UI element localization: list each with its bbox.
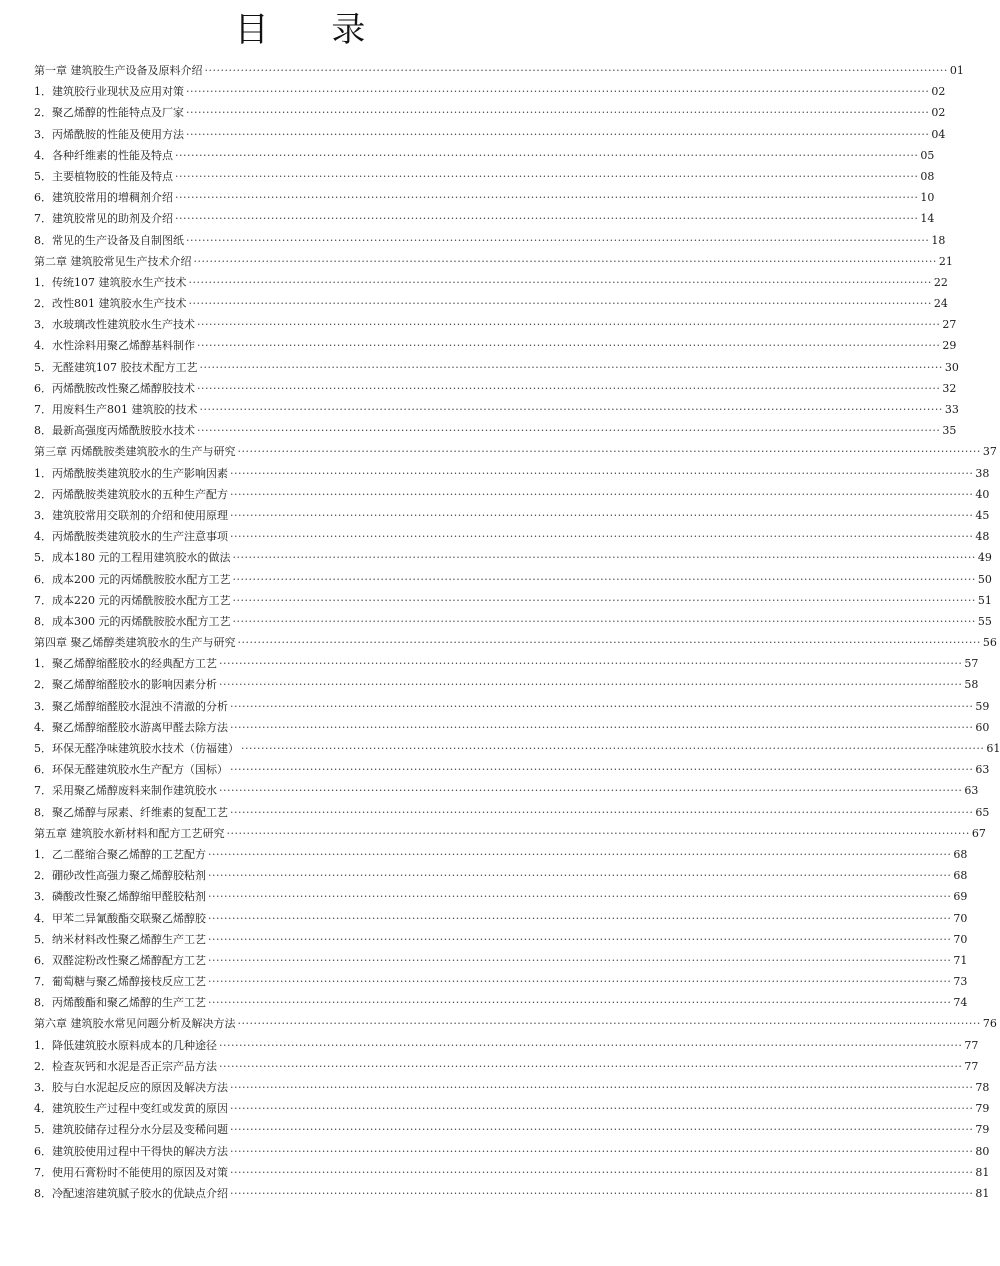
page-number: 70 xyxy=(953,932,968,946)
page-number: 14 xyxy=(920,212,935,226)
section-title: 4．聚乙烯醇缩醛胶水游离甲醛去除方法 xyxy=(34,720,228,734)
dot-leader xyxy=(219,1035,962,1056)
section-title: 6．建筑胶常用的增稠剂介绍 xyxy=(34,191,173,205)
dot-leader xyxy=(186,124,929,145)
toc-chapter-row xyxy=(34,1013,997,1034)
toc-chapter-row xyxy=(34,441,997,462)
section-title: 5．成本180 元的工程用建筑胶水的做法 xyxy=(34,551,231,565)
dot-leader xyxy=(197,314,940,335)
section-title: 1．乙二醛缩合聚乙烯醇的工艺配方 xyxy=(34,847,206,861)
dot-leader xyxy=(230,1119,973,1140)
section-title: 1．传统107 建筑胶水生产技术 xyxy=(34,275,187,289)
page-number: 59 xyxy=(975,699,990,713)
page-number: 21 xyxy=(938,254,953,268)
page-number: 27 xyxy=(942,318,957,332)
dot-leader xyxy=(230,1183,973,1204)
dot-leader xyxy=(208,992,951,1013)
section-title: 6．成本200 元的丙烯酰胺胶水配方工艺 xyxy=(34,572,231,586)
section-title: 8．聚乙烯醇与尿素、纤维素的复配工艺 xyxy=(34,805,228,819)
toc-item-row xyxy=(34,1077,990,1098)
toc-item-row xyxy=(34,187,935,208)
page-number: 58 xyxy=(964,678,979,692)
dot-leader xyxy=(208,971,951,992)
section-title: 5．纳米材料改性聚乙烯醇生产工艺 xyxy=(34,932,206,946)
chapter-title: 第六章 建筑胶水常见问题分析及解决方法 xyxy=(34,1017,236,1031)
dot-leader xyxy=(208,908,951,929)
page-number: 08 xyxy=(920,169,935,183)
page-number: 32 xyxy=(942,381,957,395)
section-title: 8．成本300 元的丙烯酰胺胶水配方工艺 xyxy=(34,614,231,628)
section-title: 1．建筑胶行业现状及应用对策 xyxy=(34,85,184,99)
section-title: 2．检查灰钙和水泥是否正宗产品方法 xyxy=(34,1059,217,1073)
dot-leader xyxy=(233,569,976,590)
page-number: 65 xyxy=(975,805,990,819)
page-number: 73 xyxy=(953,975,968,989)
dot-leader xyxy=(230,505,973,526)
toc-item-row xyxy=(34,569,992,590)
page-number: 51 xyxy=(977,593,992,607)
toc-item-row xyxy=(34,208,935,229)
toc-item-row xyxy=(34,166,935,187)
toc-item-row xyxy=(34,81,946,102)
dot-leader xyxy=(238,1013,981,1034)
section-title: 7．采用聚乙烯醇废料来制作建筑胶水 xyxy=(34,784,217,798)
dot-leader xyxy=(175,166,918,187)
dot-leader xyxy=(186,230,929,251)
page-number: 55 xyxy=(977,614,992,628)
dot-leader xyxy=(200,399,943,420)
dot-leader xyxy=(219,1056,962,1077)
page-number: 63 xyxy=(975,763,990,777)
toc-item-row xyxy=(34,145,935,166)
page-number: 67 xyxy=(971,826,986,840)
toc-item-row xyxy=(34,357,959,378)
section-title: 8．丙烯酸酯和聚乙烯醇的生产工艺 xyxy=(34,996,206,1010)
page-number: 10 xyxy=(920,191,935,205)
section-title: 4．水性涂料用聚乙烯醇基料制作 xyxy=(34,339,195,353)
dot-leader xyxy=(230,463,973,484)
section-title: 8．常见的生产设备及自制图纸 xyxy=(34,233,184,247)
toc-chapter-row xyxy=(34,251,953,272)
dot-leader xyxy=(238,441,981,462)
page-number: 02 xyxy=(931,85,946,99)
page-number: 56 xyxy=(982,636,997,650)
toc-item-row xyxy=(34,908,968,929)
section-title: 2．丙烯酰胺类建筑胶水的五种生产配方 xyxy=(34,487,228,501)
dot-leader xyxy=(230,802,973,823)
dot-leader xyxy=(189,293,932,314)
dot-leader xyxy=(230,526,973,547)
dot-leader xyxy=(219,674,962,695)
page-number: 77 xyxy=(964,1059,979,1073)
chapter-title: 第四章 聚乙烯醇类建筑胶水的生产与研究 xyxy=(34,636,236,650)
dot-leader xyxy=(233,590,976,611)
toc-item-row xyxy=(34,1141,990,1162)
page-number: 81 xyxy=(975,1165,990,1179)
page-number: 22 xyxy=(933,275,948,289)
dot-leader xyxy=(189,272,932,293)
section-title: 2．聚乙烯醇的性能特点及厂家 xyxy=(34,106,184,120)
toc-item-row xyxy=(34,717,990,738)
section-title: 7．建筑胶常见的助剂及介绍 xyxy=(34,212,173,226)
page-number: 30 xyxy=(944,360,959,374)
dot-leader xyxy=(186,102,929,123)
toc-item-row xyxy=(34,929,968,950)
toc-item-row xyxy=(34,1183,990,1204)
toc-item-row xyxy=(34,992,968,1013)
section-title: 4．各种纤维素的性能及特点 xyxy=(34,148,173,162)
chapter-title: 第三章 丙烯酰胺类建筑胶水的生产与研究 xyxy=(34,445,236,459)
section-title: 4．丙烯酰胺类建筑胶水的生产注意事项 xyxy=(34,530,228,544)
toc-item-row xyxy=(34,674,979,695)
toc-item-row xyxy=(34,886,968,907)
page-number: 37 xyxy=(982,445,997,459)
section-title: 4．甲苯二异氰酸酯交联聚乙烯醇胶 xyxy=(34,911,206,925)
dot-leader xyxy=(197,335,940,356)
toc-item-row xyxy=(34,1056,979,1077)
toc-item-row xyxy=(34,1098,990,1119)
section-title: 5．建筑胶储存过程分水分层及变稀问题 xyxy=(34,1123,228,1137)
page-title: 目 录 xyxy=(234,10,392,50)
page-number: 70 xyxy=(953,911,968,925)
section-title: 6．双醛淀粉改性聚乙烯醇配方工艺 xyxy=(34,953,206,967)
section-title: 2．硼砂改性高强力聚乙烯醇胶粘剂 xyxy=(34,869,206,883)
chapter-title: 第一章 建筑胶生产设备及原料介绍 xyxy=(34,64,203,77)
toc-item-row xyxy=(34,590,992,611)
page-number: 24 xyxy=(933,297,948,311)
page-number: 48 xyxy=(975,530,990,544)
dot-leader xyxy=(230,1141,973,1162)
toc-item-row xyxy=(34,505,990,526)
toc-item-row xyxy=(34,420,957,441)
toc-chapter-row xyxy=(34,632,997,653)
section-title: 2．聚乙烯醇缩醛胶水的影响因素分析 xyxy=(34,678,217,692)
section-title: 3．丙烯酰胺的性能及使用方法 xyxy=(34,127,184,141)
section-title: 2．改性801 建筑胶水生产技术 xyxy=(34,297,187,311)
toc-item-row xyxy=(34,124,946,145)
section-title: 3．胶与白水泥起反应的原因及解决方法 xyxy=(34,1081,228,1094)
page-number: 60 xyxy=(975,720,990,734)
dot-leader xyxy=(208,950,951,971)
section-title: 5．环保无醛净味建筑胶水技术（仿福建） xyxy=(34,742,239,755)
table-of-contents xyxy=(34,60,1000,1204)
page-number: 68 xyxy=(953,869,968,883)
section-title: 5．主要植物胶的性能及特点 xyxy=(34,169,173,183)
page-number: 35 xyxy=(942,424,957,438)
dot-leader xyxy=(194,251,937,272)
toc-item-row xyxy=(34,102,946,123)
section-title: 3．水玻璃改性建筑胶水生产技术 xyxy=(34,318,195,332)
section-title: 7．葡萄糖与聚乙烯醇接枝反应工艺 xyxy=(34,975,206,989)
dot-leader xyxy=(233,611,976,632)
section-title: 3．聚乙烯醇缩醛胶水混浊不清澈的分析 xyxy=(34,699,228,713)
toc-item-row xyxy=(34,1119,990,1140)
page-number: 71 xyxy=(953,953,968,967)
dot-leader xyxy=(208,844,951,865)
dot-leader xyxy=(238,632,981,653)
page-number: 61 xyxy=(986,742,1000,755)
dot-leader xyxy=(230,696,973,717)
dot-leader xyxy=(233,547,976,568)
toc-item-row xyxy=(34,272,948,293)
page-number: 02 xyxy=(931,106,946,120)
dot-leader xyxy=(175,208,918,229)
toc-item-row xyxy=(34,1035,979,1056)
toc-item-row xyxy=(34,378,957,399)
dot-leader xyxy=(230,1098,973,1119)
section-title: 6．建筑胶使用过程中干得快的解决方法 xyxy=(34,1144,228,1158)
section-title: 1．丙烯酰胺类建筑胶水的生产影响因素 xyxy=(34,466,228,480)
toc-item-row xyxy=(34,759,990,780)
dot-leader xyxy=(186,81,929,102)
page-number: 40 xyxy=(975,487,990,501)
toc-item-row xyxy=(34,950,968,971)
dot-leader xyxy=(230,1162,973,1183)
section-title: 5．无醛建筑107 胶技术配方工艺 xyxy=(34,360,198,374)
page-number: 77 xyxy=(964,1038,979,1052)
page-number: 45 xyxy=(975,508,990,522)
section-title: 7．用废料生产801 建筑胶的技术 xyxy=(34,403,198,416)
dot-leader xyxy=(208,886,951,907)
dot-leader xyxy=(200,357,943,378)
dot-leader xyxy=(208,865,951,886)
page-number: 38 xyxy=(975,466,990,480)
section-title: 6．环保无醛建筑胶水生产配方（国标） xyxy=(34,763,228,777)
toc-item-row xyxy=(34,335,957,356)
toc-item-row xyxy=(34,802,990,823)
toc-chapter-row xyxy=(34,60,964,81)
page-number: 33 xyxy=(944,403,959,416)
section-title: 6．丙烯酰胺改性聚乙烯醇胶技术 xyxy=(34,381,195,395)
page-number: 76 xyxy=(982,1017,997,1031)
section-title: 3．磷酸改性聚乙烯醇缩甲醛胶粘剂 xyxy=(34,890,206,904)
section-title: 1．降低建筑胶水原料成本的几种途径 xyxy=(34,1038,217,1052)
section-title: 3．建筑胶常用交联剂的介绍和使用原理 xyxy=(34,508,228,522)
toc-item-row xyxy=(34,780,979,801)
dot-leader xyxy=(175,187,918,208)
toc-chapter-row xyxy=(34,823,986,844)
dot-leader xyxy=(208,929,951,950)
page-number: 79 xyxy=(975,1123,990,1137)
chapter-title: 第五章 建筑胶水新材料和配方工艺研究 xyxy=(34,826,225,840)
page-number: 78 xyxy=(975,1081,990,1094)
chapter-title: 第二章 建筑胶常见生产技术介绍 xyxy=(34,254,192,268)
toc-item-row xyxy=(34,696,990,717)
toc-item-row xyxy=(34,865,968,886)
page-number: 63 xyxy=(964,784,979,798)
toc-item-row xyxy=(34,526,990,547)
section-title: 4．建筑胶生产过程中变红或发黄的原因 xyxy=(34,1102,228,1116)
section-title: 7．成本220 元的丙烯酰胺胶水配方工艺 xyxy=(34,593,231,607)
toc-item-row xyxy=(34,844,968,865)
dot-leader xyxy=(230,759,973,780)
page-number: 04 xyxy=(931,127,946,141)
toc-item-row xyxy=(34,653,979,674)
page-number: 01 xyxy=(949,64,964,77)
section-title: 8．冷配速溶建筑腻子胶水的优缺点介绍 xyxy=(34,1186,228,1200)
page-number: 79 xyxy=(975,1102,990,1116)
toc-item-row xyxy=(34,314,957,335)
section-title: 8．最新高强度丙烯酰胺胶水技术 xyxy=(34,424,195,438)
toc-item-row xyxy=(34,463,990,484)
dot-leader xyxy=(241,738,984,759)
page-number: 57 xyxy=(964,657,979,671)
dot-leader xyxy=(205,60,948,81)
toc-item-row xyxy=(34,971,968,992)
toc-item-row xyxy=(34,399,959,420)
page-number: 29 xyxy=(942,339,957,353)
dot-leader xyxy=(230,484,973,505)
page-number: 81 xyxy=(975,1186,990,1200)
toc-item-row xyxy=(34,738,1000,759)
dot-leader xyxy=(219,780,962,801)
dot-leader xyxy=(219,653,962,674)
toc-item-row xyxy=(34,611,992,632)
toc-item-row xyxy=(34,547,992,568)
page-number: 80 xyxy=(975,1144,990,1158)
dot-leader xyxy=(175,145,918,166)
page-number: 50 xyxy=(977,572,992,586)
page-number: 05 xyxy=(920,148,935,162)
dot-leader xyxy=(227,823,970,844)
page-number: 68 xyxy=(953,847,968,861)
page-number: 49 xyxy=(977,551,992,565)
toc-item-row xyxy=(34,230,946,251)
page-number: 18 xyxy=(931,233,946,247)
dot-leader xyxy=(230,717,973,738)
page-number: 74 xyxy=(953,996,968,1010)
toc-item-row xyxy=(34,484,990,505)
section-title: 7．使用石膏粉时不能使用的原因及对策 xyxy=(34,1165,228,1179)
dot-leader xyxy=(230,1077,973,1098)
toc-item-row xyxy=(34,1162,990,1183)
dot-leader xyxy=(197,420,940,441)
toc-item-row xyxy=(34,293,948,314)
dot-leader xyxy=(197,378,940,399)
section-title: 1．聚乙烯醇缩醛胶水的经典配方工艺 xyxy=(34,657,217,671)
page-number: 69 xyxy=(953,890,968,904)
